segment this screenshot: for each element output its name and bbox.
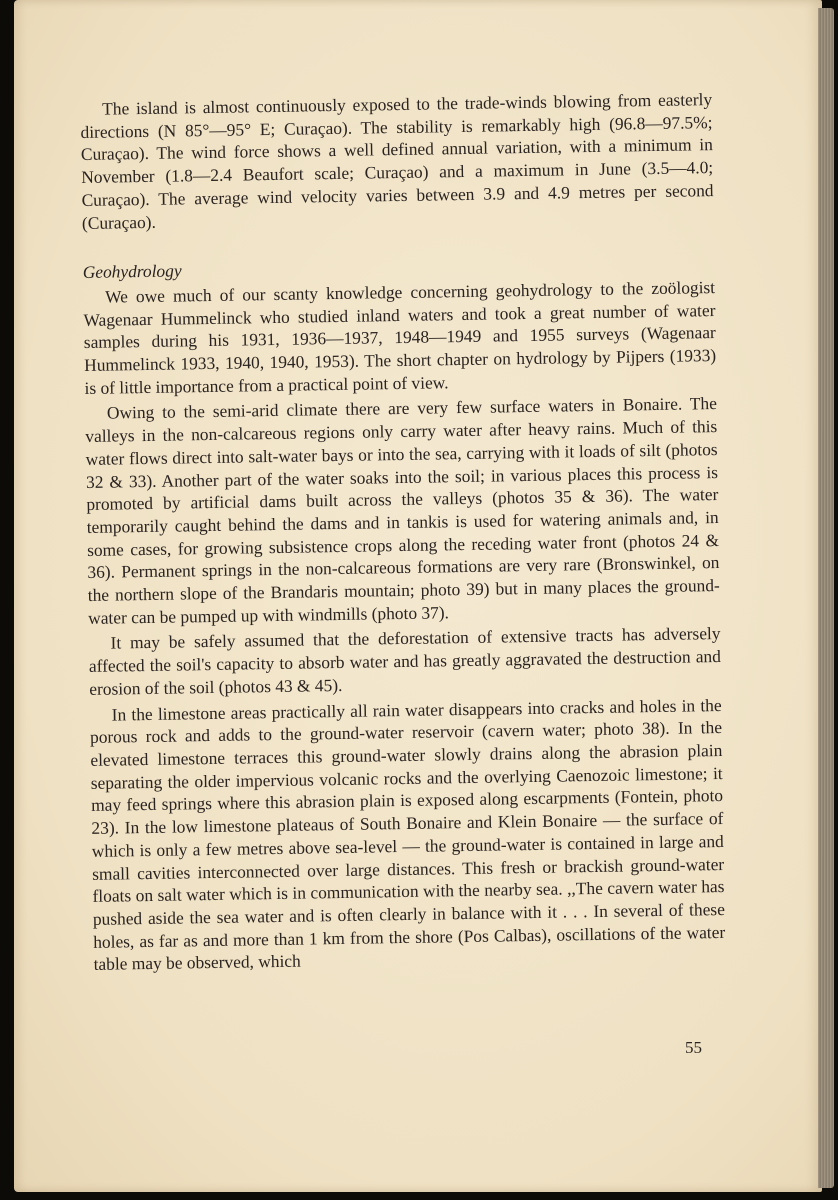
section-heading: Geohydrology	[82, 260, 182, 283]
page-stack-edge	[818, 8, 834, 1188]
book-page	[14, 0, 822, 1192]
intro-paragraph: The island is almost continuously exposed to the trade-winds blowing from easterly directions (N 85°—95° E; Curaçao). The stability is remarkably high (96.8—97.5%; Curaçao). The wind force shows a well defined annual variation, with a minimum in November (1.8—2.4 Beaufort scale; Curaçao) and a maximum in June (3.5—4.0; Curaçao). The average wind velocity varies between 3.9 and 4.9 metres per second (Curaçao).	[80, 89, 714, 233]
page-number: 55	[685, 1038, 702, 1057]
paragraph-3: It may be safely assumed that the deforestation of extensive tracts has adversely affected the soil's capacity to absorb water and has greatly aggravated the destruction and erosion of the soil (photos 43 & 45).	[88, 623, 722, 699]
page-body	[80, 88, 726, 976]
paragraph-4: In the limestone areas practically all rain water disappears into cracks and holes in the porous rock and adds to the ground-water reservoir (cavern water; photo 38). In the elevated limestone terraces this ground-water slowly drains along the abrasion plain separating the older impervious volcanic rocks and the overlying Caenozoic limestone; it may feed springs where this abrasion plain is exposed along escarpments (Fontein, photo 23). In the low limestone plateaus of South Bonaire and Klein Bonaire — the surface of which is only a few metres above sea-level — the ground-water is contained in large and small cavities interconnected over large distances. This fresh or brackish ground-water floats on salt water which is in communication with the nearby sea. ,,The cavern water has pushed aside the sea water and is often clearly in balance with it . . . In several of these holes, as far as and more than 1 km from the shore (Pos Calbas), oscillations of the water table may be observed, which	[89, 694, 726, 975]
paragraph-1: We owe much of our scanty knowledge concerning geohydrology to the zoölogist Wagenaar Hummelinck who studied inland waters and took a great number of water samples during his 1931, 1936—1937, 1948—1949 and 1955 surveys (Wagenaar Hummelinck 1933, 1940, 1940, 1953). The short chapter on hydrology by Pijpers (1933) is of little importance from a practical point of view.	[83, 276, 717, 398]
paragraph-2: Owing to the semi-arid climate there are very few surface waters in Bonaire. The valleys in the non-calcareous regions only carry water after heavy rains. Much of this water flows direct into salt-water bays or into the sea, carrying with it loads of silt (photos 32 & 33). Another part of the water soaks into the soil; in various places this process is promoted by artificial dams built across the valleys (photos 35 & 36). The water temporarily caught behind the dams and in tankis is used for watering animals and, in some cases, for growing subsistence crops along the receding water front (photos 24 & 36). Permanent springs in the non-calcareous formations are very rare (Bronswinkel, on the northern slope of the Brandaris mountain; photo 39) but in many places the ground-water can be pumped up with windmills (photo 37).	[85, 393, 720, 628]
